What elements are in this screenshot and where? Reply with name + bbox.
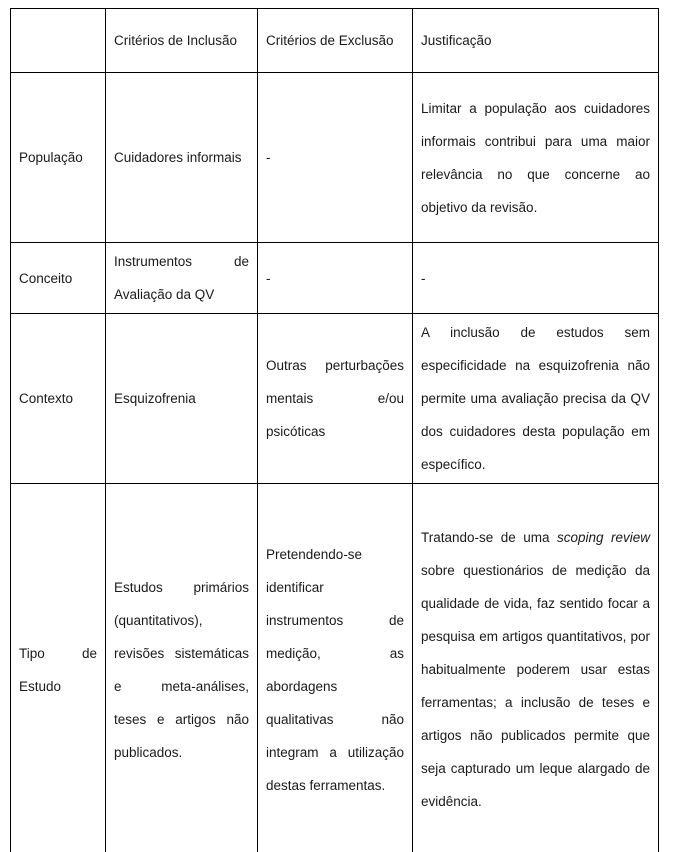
row-label-conceito: Conceito <box>11 243 106 314</box>
conceito-inclusao-cell: Instrumentos de Avaliação da QV <box>106 243 258 314</box>
populacao-exclusao-cell: - <box>258 73 413 243</box>
table-header-row <box>11 9 659 73</box>
criteria-table <box>10 8 659 852</box>
row-contexto <box>11 314 659 484</box>
row-populacao <box>11 73 659 243</box>
populacao-justificacao-cell: Limitar a população aos cuidadores informais contribui para uma maior relevância no que concerne ao objetivo da revisão. <box>413 73 659 243</box>
row-label-populacao: População <box>11 73 106 243</box>
contexto-inclusao-cell: Esquizofrenia <box>106 314 258 484</box>
tipo-exclusao-cell: Pretendendo-se identificar instrumentos de medição, as abordagens qualitativas não integram a utilização destas ferramentas. <box>258 484 413 852</box>
row-label-tipo-de-estudo: Tipo de Estudo <box>11 484 106 852</box>
row-conceito <box>11 243 659 314</box>
tipo-justificacao-cell: Tratando-se de uma scoping review sobre questionários de medição da qualidade de vida, faz sentido focar a pesquisa em artigos quantitativos, por habitualmente poderem usar estas ferramentas; a inclusão de teses e artigos não publicados permite que seja capturado um leque alargado de evidência. <box>413 484 659 852</box>
tipo-inclusao-cell: Estudos primários (quantitativos), revisões sistemáticas e meta-análises, teses e artigos não publicados. <box>106 484 258 852</box>
contexto-exclusao-cell: Outras perturbações mentais e/ou psicóticas <box>258 314 413 484</box>
header-justificacao: Justificação <box>413 9 659 73</box>
header-criterios-inclusao: Critérios de Inclusão <box>106 9 258 73</box>
header-criterios-exclusao: Critérios de Exclusão <box>258 9 413 73</box>
row-tipo-de-estudo <box>11 484 659 852</box>
conceito-justificacao-cell: - <box>413 243 659 314</box>
conceito-exclusao-cell: - <box>258 243 413 314</box>
header-empty-cell <box>11 9 106 73</box>
populacao-inclusao-cell: Cuidadores informais <box>106 73 258 243</box>
row-label-contexto: Contexto <box>11 314 106 484</box>
contexto-justificacao-cell: A inclusão de estudos sem especificidade na esquizofrenia não permite uma avaliação precisa da QV dos cuidadores desta população em específico. <box>413 314 659 484</box>
